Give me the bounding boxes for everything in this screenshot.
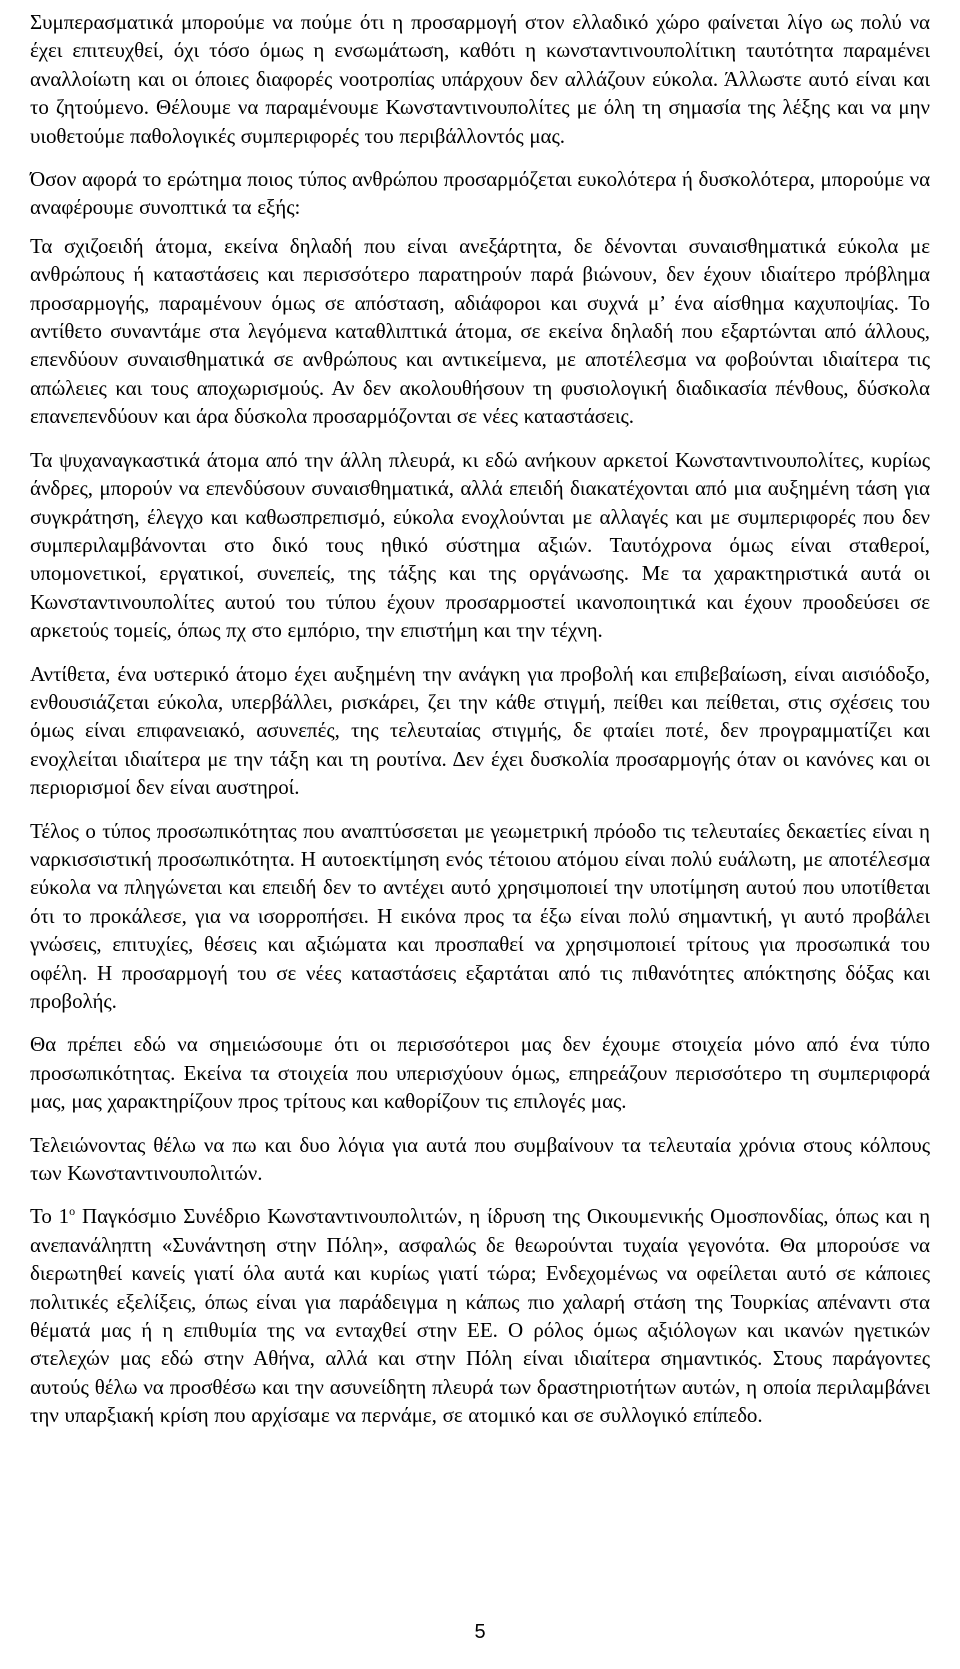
paragraph-question: Όσον αφορά το ερώτημα ποιος τύπος ανθρώπου προσαρμόζεται ευκολότερα ή δυσκολότερα, μπορούμε να αναφέρουμε συνοπτικά τα εξής: [30,167,931,220]
ordinal-superscript: ο [69,1204,76,1219]
paragraph-hysteric: Αντίθετα, ένα υστερικό άτομο έχει αυξημένη την ανάγκη για προβολή και επιβεβαίωση, είναι αισιόδοξο, ενθουσιάζεται εύκολα, υπερβάλλει, ρισκάρει, ζει την κάθε στιγμή, πείθει και πείθεται, στις σχέσεις του όμως είναι επιφανειακό, ασυνεπές, της τελευταίας στιγμής, δε φταίει ποτέ, δεν προγραμματίζει και ενοχλείται ιδιαίτερα με την τάξη και τη ρουτίνα. Δεν έχει δυσκολία προσαρμογής όταν οι κανόνες και οι περιορισμοί δεν είναι αυστηροί. [30,661,930,800]
page-number: 5 [474,1621,486,1643]
paragraph-schizoid: Τα σχιζοειδή άτομα, εκείνα δηλαδή που είναι ανεξάρτητα, δε δένονται συναισθηματικά εύκολα με ανθρώπους ή καταστάσεις και περισσότερο παρατηρούν παρά βιώνουν, δεν έχουν ιδιαίτερο πρόβλημα προσαρμογής, παραμένουν όμως σε απόσταση, αδιάφοροι και συχνά μ’ ένα αίσθημα καχυποψίας. Το αντίθετο συναντάμε στα λεγόμενα καταθλιπτικά άτομα, σε εκείνα δηλαδή που εξαρτώνται από άλλους, επενδύουν συναισθηματικά σε ανθρώπους και αντικείμενα, με αποτέλεσμα να φοβούνται ιδιαίτερα τις απώλειες και τους αποχωρισμούς. Αν δεν ακολουθήσουν τη φυσιολογική διαδικασία πένθους, δύσκολα επανεπενδύουν και άρα δύσκολα προσαρμόζονται σε νέες καταστάσεις. [30,233,930,429]
congress-prefix: Το 1 [30,1204,70,1229]
paragraph-conclusion: Συμπερασματικά μπορούμε να πούμε ότι η προσαρμογή στον ελλαδικό χώρο φαίνεται λίγο ως πολύ να έχει επιτευχθεί, όχι τόσο όμως η ενσωμάτωση, καθότι η κωνσταντινουπολίτικη ταυτότητα παραμένει αναλλοίωτη και οι όποιες διαφορές νοοτροπίας υπάρχουν δεν αλλάζουν εύκολα. Άλλωστε αυτό είναι και το ζητούμενο. Θέλουμε να παραμένουμε Κωνσταντινουπολίτες με όλη τη σημασία της λέξης και να μην υιοθετούμε παθολογικές συμπεριφορές του περιβάλλοντός μας. [30,10,930,148]
paragraph-obsessive: Τα ψυχαναγκαστικά άτομα από την άλλη πλευρά, κι εδώ ανήκουν αρκετοί Κωνσταντινουπολίτες, κυρίως άνδρες, μπορούν να επενδύσουν συναισθηματικά, αλλά επειδή διακατέχονται από μια αυξημένη τάση για συγκράτηση, έλεγχο και καθωσπρεπισμό, εύκολα ενοχλούνται με αλλαγές και με συμπεριφορές που δεν συμπεριλαμβάνονται στο δικό τους ηθικό σύστημα αξιών. Ταυτόχρονα όμως είναι σταθεροί, υπομονετικοί, εργατικοί, συνεπείς, της τάξης και της οργάνωσης. Με τα χαρακτηριστικά αυτά οι Κωνσταντινουπολίτες αυτού του τύπου έχουν προσαρμοστεί ικανοποιητικά και έχουν προοδεύσει σε αρκετούς τομείς, όπως πχ στο εμπόριο, την επιστήμη και την τέχνη. [30,447,930,643]
document-body [30,0,930,1430]
paragraph-narcissistic: Τέλος ο τύπος προσωπικότητας που αναπτύσσεται με γεωμετρική πρόοδο τις τελευταίες δεκαετίες είναι η ναρκισσιστική προσωπικότητα. Η αυτοεκτίμηση ενός τέτοιου ατόμου είναι πολύ ευάλωτη, με αποτέλεσμα εύκολα να πληγώνεται και επειδή δεν το αντέχει αυτό χρησιμοποιεί την υποτίμηση αυτού που υποτίθεται ότι το προκάλεσε, για να ισορροπήσει. Η εικόνα προς τα έξω είναι πολύ σημαντική, γι αυτό προβάλει γνώσεις, επιτυχίες, θέσεις και αξιώματα και προσπαθεί να χρησιμοποιεί τρίτους για προσωπικά του οφέλη. Η προσαρμογή του σε νέες καταστάσεις εξαρτάται από τις πιθανότητες απόκτησης δόξας και προβολής. [30,818,930,1013]
paragraph-closing-intro: Τελειώνοντας θέλω να πω και δυο λόγια για αυτά που συμβαίνουν τα τελευταία χρόνια στους κόλπους των Κωνσταντινουπολιτών. [30,1132,930,1186]
paragraph-congress [30,1202,930,1429]
congress-text: Παγκόσμιο Συνέδριο Κωνσταντινουπολιτών, η ίδρυση της Οικουμενικής Ομοσπονδίας, όπως και η ανεπανάληπτη «Συνάντηση στην Πόλη», ασφαλώς δε θεωρούνται τυχαία γεγονότα. Θα μπορούσε να διερωτηθεί κανείς γιατί όλα αυτά και κυρίως γιατί τώρα; Ενδεχομένως να οφείλεται αυτό σε κάποιες πολιτικές εξελίξεις, όπως είναι για παράδειγμα η κάπως πιο χαλαρή στάση της Τουρκίας απέναντι στα θέματά μας ή η επιθυμία της να ενταχθεί στην ΕΕ. Ο ρόλος όμως αξιόλογων και ικανών ηγετικών στελεχών μας εδώ στην Αθήνα, αλλά και στην Πόλη είναι ιδιαίτερα σημαντικός. Στους παράγοντες αυτούς θέλω να προσθέσω και την ασυνείδητη πλευρά των δραστηριοτήτων αυτών, η οποία περιλαμβάνει την υπαρξιακή κρίση που αρχίσαμε να περνάμε, σε ατομικό και σε συλλογικό επίπεδο. [30,1204,930,1428]
paragraph-mixed-types: Θα πρέπει εδώ να σημειώσουμε ότι οι περισσότεροι μας δεν έχουμε στοιχεία μόνο από ένα τύπο προσωπικότητας. Εκείνα τα στοιχεία που υπερισχύουν όμως, επηρεάζουν περισσότερο τη συμπεριφορά μας, μας χαρακτηρίζουν προς τρίτους και καθορίζουν τις επιλογές μας. [30,1032,930,1114]
